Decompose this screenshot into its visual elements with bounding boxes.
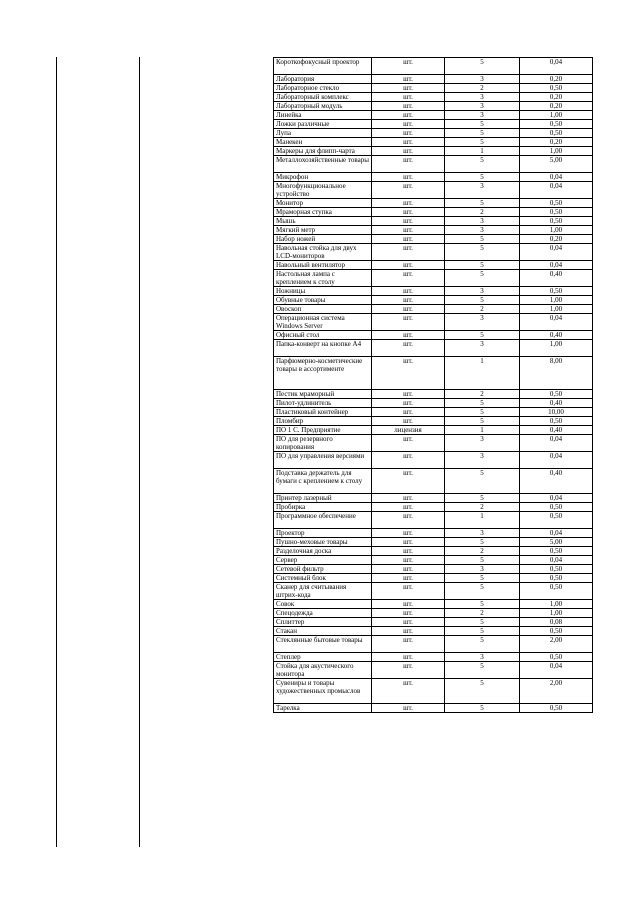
table-row — [274, 102, 593, 111]
table-row — [274, 609, 593, 618]
unit-cell: шт. — [372, 636, 445, 653]
value-cell: 0,40 — [520, 399, 593, 408]
items-table — [273, 57, 593, 713]
item-name-cell: Набор ножей — [274, 235, 372, 244]
table-row — [274, 357, 593, 390]
unit-cell: шт. — [372, 208, 445, 217]
item-name-cell: Пилот-удлинитель — [274, 399, 372, 408]
quantity-cell: 1 — [445, 426, 520, 435]
value-cell: 0,50 — [520, 653, 593, 662]
unit-cell: шт. — [372, 417, 445, 426]
table-row — [274, 261, 593, 270]
value-cell: 0,50 — [520, 583, 593, 600]
item-name-cell: ПО 1 С. Предприятие — [274, 426, 372, 435]
item-name-cell: Пушно-меховые товары — [274, 538, 372, 547]
table-row — [274, 529, 593, 538]
item-name-cell: Короткофокусный проектор — [274, 58, 372, 75]
quantity-cell: 5 — [445, 129, 520, 138]
item-name-cell: Мраморная ступка — [274, 208, 372, 217]
item-name-cell: Сплиттер — [274, 618, 372, 627]
quantity-cell: 5 — [445, 704, 520, 713]
item-name-cell: Ножницы — [274, 287, 372, 296]
quantity-cell: 3 — [445, 452, 520, 469]
value-cell: 0,40 — [520, 426, 593, 435]
unit-cell: шт. — [372, 235, 445, 244]
unit-cell: шт. — [372, 138, 445, 147]
table-row — [274, 58, 593, 75]
quantity-cell: 5 — [445, 331, 520, 340]
table-row — [274, 390, 593, 399]
quantity-cell: 5 — [445, 261, 520, 270]
item-name-cell: Степлер — [274, 653, 372, 662]
table-row — [274, 565, 593, 574]
table-row — [274, 120, 593, 129]
table-row — [274, 296, 593, 305]
item-name-cell: ПО для управления версиями — [274, 452, 372, 469]
quantity-cell: 5 — [445, 270, 520, 287]
unit-cell: шт. — [372, 305, 445, 314]
item-name-cell: Подставка держатель для бумаги с креплением к столу — [274, 469, 372, 494]
table-row — [274, 305, 593, 314]
quantity-cell: 3 — [445, 182, 520, 199]
quantity-cell: 5 — [445, 469, 520, 494]
value-cell: 0,50 — [520, 627, 593, 636]
item-name-cell: Принтер лазерный — [274, 494, 372, 503]
table-row — [274, 287, 593, 296]
table-row — [274, 173, 593, 182]
value-cell: 0,20 — [520, 235, 593, 244]
table-row — [274, 217, 593, 226]
empty-column-border-1 — [56, 57, 57, 847]
value-cell: 10,00 — [520, 408, 593, 417]
quantity-cell: 3 — [445, 287, 520, 296]
unit-cell: шт. — [372, 469, 445, 494]
value-cell: 0,40 — [520, 270, 593, 287]
table-row — [274, 138, 593, 147]
item-name-cell: Разделочная доска — [274, 547, 372, 556]
value-cell: 0,50 — [520, 574, 593, 583]
unit-cell: шт. — [372, 111, 445, 120]
value-cell: 0,40 — [520, 331, 593, 340]
table-row — [274, 503, 593, 512]
value-cell: 0,50 — [520, 287, 593, 296]
table-row — [274, 469, 593, 494]
unit-cell: шт. — [372, 296, 445, 305]
table-row — [274, 574, 593, 583]
value-cell: 0,04 — [520, 182, 593, 199]
quantity-cell: 3 — [445, 653, 520, 662]
value-cell: 1,00 — [520, 340, 593, 357]
value-cell: 0,04 — [520, 173, 593, 182]
quantity-cell: 5 — [445, 574, 520, 583]
table-row — [274, 399, 593, 408]
quantity-cell: 5 — [445, 235, 520, 244]
quantity-cell: 5 — [445, 583, 520, 600]
item-name-cell: Обувные товары — [274, 296, 372, 305]
table-row — [274, 679, 593, 704]
quantity-cell: 5 — [445, 627, 520, 636]
item-name-cell: Сувениры и товары художественных промыслов — [274, 679, 372, 704]
table-row — [274, 244, 593, 261]
unit-cell: шт. — [372, 199, 445, 208]
table-row — [274, 653, 593, 662]
table-row — [274, 408, 593, 417]
item-name-cell: Лабораторный модуль — [274, 102, 372, 111]
item-name-cell: Парфюмерно-косметические товары в ассортименте — [274, 357, 372, 390]
quantity-cell: 5 — [445, 156, 520, 173]
table-row — [274, 314, 593, 331]
quantity-cell: 5 — [445, 138, 520, 147]
quantity-cell: 3 — [445, 226, 520, 235]
item-name-cell: Овоскоп — [274, 305, 372, 314]
quantity-cell: 1 — [445, 147, 520, 156]
table-row — [274, 627, 593, 636]
table-row — [274, 452, 593, 469]
item-name-cell: Сетевой фильтр — [274, 565, 372, 574]
quantity-cell: 2 — [445, 609, 520, 618]
item-name-cell: Лабораторный комплекс — [274, 93, 372, 102]
item-name-cell: Пластиковый контейнер — [274, 408, 372, 417]
table-row — [274, 636, 593, 653]
unit-cell: шт. — [372, 494, 445, 503]
value-cell: 0,04 — [520, 261, 593, 270]
unit-cell: лицензия — [372, 426, 445, 435]
quantity-cell: 5 — [445, 120, 520, 129]
value-cell: 0,04 — [520, 58, 593, 75]
unit-cell: шт. — [372, 512, 445, 529]
table-row — [274, 156, 593, 173]
value-cell: 0,50 — [520, 84, 593, 93]
table-row — [274, 84, 593, 93]
table-row — [274, 426, 593, 435]
value-cell: 0,50 — [520, 547, 593, 556]
item-name-cell: Манекен — [274, 138, 372, 147]
item-name-cell: Системный блок — [274, 574, 372, 583]
item-name-cell: Сканер для считывания штрих-кода — [274, 583, 372, 600]
unit-cell: шт. — [372, 399, 445, 408]
value-cell: 0,50 — [520, 129, 593, 138]
table-row — [274, 75, 593, 84]
table-row — [274, 417, 593, 426]
item-name-cell: Офисный стол — [274, 331, 372, 340]
quantity-cell: 5 — [445, 494, 520, 503]
quantity-cell: 3 — [445, 340, 520, 357]
value-cell: 1,00 — [520, 111, 593, 120]
item-name-cell: Лаборатория — [274, 75, 372, 84]
unit-cell: шт. — [372, 609, 445, 618]
table-row — [274, 538, 593, 547]
item-name-cell: Ложки различные — [274, 120, 372, 129]
quantity-cell: 2 — [445, 390, 520, 399]
quantity-cell: 3 — [445, 75, 520, 84]
unit-cell: шт. — [372, 547, 445, 556]
empty-column-border-2 — [139, 57, 140, 847]
unit-cell: шт. — [372, 574, 445, 583]
unit-cell: шт. — [372, 538, 445, 547]
value-cell: 0,20 — [520, 75, 593, 84]
unit-cell: шт. — [372, 435, 445, 452]
item-name-cell: Многофункциональное устройство — [274, 182, 372, 199]
value-cell: 0,20 — [520, 138, 593, 147]
unit-cell: шт. — [372, 390, 445, 399]
table-row — [274, 93, 593, 102]
value-cell: 0,50 — [520, 390, 593, 399]
table-row — [274, 331, 593, 340]
value-cell: 1,00 — [520, 147, 593, 156]
item-name-cell: Мышь — [274, 217, 372, 226]
quantity-cell: 5 — [445, 58, 520, 75]
table-row — [274, 147, 593, 156]
item-name-cell: Маркеры для флипп-чарта — [274, 147, 372, 156]
quantity-cell: 3 — [445, 435, 520, 452]
quantity-cell: 3 — [445, 314, 520, 331]
unit-cell: шт. — [372, 600, 445, 609]
value-cell: 0,04 — [520, 452, 593, 469]
value-cell: 0,50 — [520, 199, 593, 208]
item-name-cell: Сервер — [274, 556, 372, 565]
item-name-cell: Папка-конверт на кнопке А4 — [274, 340, 372, 357]
table-row — [274, 129, 593, 138]
quantity-cell: 3 — [445, 102, 520, 111]
quantity-cell: 5 — [445, 636, 520, 653]
item-name-cell: Лупа — [274, 129, 372, 138]
value-cell: 0,04 — [520, 494, 593, 503]
unit-cell: шт. — [372, 653, 445, 662]
unit-cell: шт. — [372, 244, 445, 261]
quantity-cell: 2 — [445, 503, 520, 512]
unit-cell: шт. — [372, 129, 445, 138]
table-row — [274, 199, 593, 208]
quantity-cell: 3 — [445, 93, 520, 102]
unit-cell: шт. — [372, 102, 445, 111]
value-cell: 2,00 — [520, 636, 593, 653]
value-cell: 0,04 — [520, 662, 593, 679]
value-cell: 0,40 — [520, 469, 593, 494]
item-name-cell: Пестик мраморный — [274, 390, 372, 399]
value-cell: 0,50 — [520, 704, 593, 713]
unit-cell: шт. — [372, 314, 445, 331]
unit-cell: шт. — [372, 529, 445, 538]
value-cell: 1,00 — [520, 296, 593, 305]
item-name-cell: Стеклянные бытовые товары — [274, 636, 372, 653]
quantity-cell: 2 — [445, 547, 520, 556]
unit-cell: шт. — [372, 147, 445, 156]
unit-cell: шт. — [372, 58, 445, 75]
unit-cell: шт. — [372, 261, 445, 270]
table-row — [274, 270, 593, 287]
quantity-cell: 5 — [445, 538, 520, 547]
unit-cell: шт. — [372, 217, 445, 226]
item-name-cell: Лабораторное стекло — [274, 84, 372, 93]
item-name-cell: Пломбир — [274, 417, 372, 426]
value-cell: 1,00 — [520, 226, 593, 235]
quantity-cell: 5 — [445, 296, 520, 305]
unit-cell: шт. — [372, 357, 445, 390]
quantity-cell: 5 — [445, 556, 520, 565]
value-cell: 0,04 — [520, 556, 593, 565]
value-cell: 2,00 — [520, 679, 593, 704]
unit-cell: шт. — [372, 627, 445, 636]
unit-cell: шт. — [372, 182, 445, 199]
value-cell: 0,50 — [520, 217, 593, 226]
table-row — [274, 704, 593, 713]
item-name-cell: Программное обеспечение — [274, 512, 372, 529]
item-name-cell: Стакан — [274, 627, 372, 636]
item-name-cell: Стойка для акустического монитора — [274, 662, 372, 679]
table-row — [274, 340, 593, 357]
unit-cell: шт. — [372, 120, 445, 129]
unit-cell: шт. — [372, 704, 445, 713]
unit-cell: шт. — [372, 331, 445, 340]
items-table-body — [274, 58, 593, 713]
quantity-cell: 2 — [445, 305, 520, 314]
quantity-cell: 5 — [445, 600, 520, 609]
item-name-cell: Тарелка — [274, 704, 372, 713]
unit-cell: шт. — [372, 93, 445, 102]
item-name-cell: Мягкий метр — [274, 226, 372, 235]
quantity-cell: 3 — [445, 111, 520, 120]
unit-cell: шт. — [372, 340, 445, 357]
quantity-cell: 5 — [445, 408, 520, 417]
unit-cell: шт. — [372, 408, 445, 417]
value-cell: 0,50 — [520, 120, 593, 129]
quantity-cell: 5 — [445, 618, 520, 627]
quantity-cell: 1 — [445, 512, 520, 529]
unit-cell: шт. — [372, 565, 445, 574]
table-row — [274, 583, 593, 600]
item-name-cell: Навольная стойка для двух LCD-мониторов — [274, 244, 372, 261]
table-row — [274, 600, 593, 609]
value-cell: 0,50 — [520, 208, 593, 217]
table-row — [274, 494, 593, 503]
quantity-cell: 2 — [445, 208, 520, 217]
unit-cell: шт. — [372, 452, 445, 469]
table-row — [274, 618, 593, 627]
item-name-cell: ПО для резервного копирования — [274, 435, 372, 452]
table-row — [274, 111, 593, 120]
unit-cell: шт. — [372, 75, 445, 84]
value-cell: 0,50 — [520, 503, 593, 512]
value-cell: 0,04 — [520, 435, 593, 452]
unit-cell: шт. — [372, 618, 445, 627]
quantity-cell: 5 — [445, 662, 520, 679]
unit-cell: шт. — [372, 556, 445, 565]
quantity-cell: 3 — [445, 565, 520, 574]
quantity-cell: 5 — [445, 679, 520, 704]
unit-cell: шт. — [372, 84, 445, 93]
quantity-cell: 5 — [445, 199, 520, 208]
value-cell: 0,04 — [520, 529, 593, 538]
item-name-cell: Пробирка — [274, 503, 372, 512]
table-row — [274, 662, 593, 679]
value-cell: 0,08 — [520, 618, 593, 627]
quantity-cell: 5 — [445, 173, 520, 182]
value-cell: 1,00 — [520, 305, 593, 314]
item-name-cell: Линейка — [274, 111, 372, 120]
unit-cell: шт. — [372, 503, 445, 512]
unit-cell: шт. — [372, 662, 445, 679]
table-row — [274, 226, 593, 235]
value-cell: 5,00 — [520, 538, 593, 547]
item-name-cell: Совок — [274, 600, 372, 609]
item-name-cell: Монитор — [274, 199, 372, 208]
item-name-cell: Навольный вентилятор — [274, 261, 372, 270]
unit-cell: шт. — [372, 173, 445, 182]
value-cell: 0,20 — [520, 102, 593, 111]
value-cell: 0,50 — [520, 512, 593, 529]
value-cell: 0,20 — [520, 93, 593, 102]
quantity-cell: 3 — [445, 217, 520, 226]
item-name-cell: Операционная система Windows Server — [274, 314, 372, 331]
item-name-cell: Спецодежда — [274, 609, 372, 618]
value-cell: 0,04 — [520, 314, 593, 331]
value-cell: 1,00 — [520, 600, 593, 609]
item-name-cell: Металлохозяйственные товары — [274, 156, 372, 173]
table-row — [274, 556, 593, 565]
value-cell: 1,00 — [520, 609, 593, 618]
value-cell: 0,50 — [520, 417, 593, 426]
unit-cell: шт. — [372, 583, 445, 600]
quantity-cell: 1 — [445, 357, 520, 390]
unit-cell: шт. — [372, 226, 445, 235]
value-cell: 0,50 — [520, 565, 593, 574]
quantity-cell: 3 — [445, 529, 520, 538]
quantity-cell: 5 — [445, 417, 520, 426]
unit-cell: шт. — [372, 679, 445, 704]
quantity-cell: 2 — [445, 84, 520, 93]
table-row — [274, 435, 593, 452]
item-name-cell: Микрофон — [274, 173, 372, 182]
unit-cell: шт. — [372, 156, 445, 173]
table-row — [274, 235, 593, 244]
unit-cell: шт. — [372, 287, 445, 296]
quantity-cell: 5 — [445, 399, 520, 408]
unit-cell: шт. — [372, 270, 445, 287]
table-row — [274, 547, 593, 556]
table-row — [274, 208, 593, 217]
value-cell: 0,04 — [520, 244, 593, 261]
table-row — [274, 182, 593, 199]
quantity-cell: 5 — [445, 244, 520, 261]
value-cell: 5,00 — [520, 156, 593, 173]
value-cell: 8,00 — [520, 357, 593, 390]
item-name-cell: Настольная лампа с креплением к столу — [274, 270, 372, 287]
item-name-cell: Проектор — [274, 529, 372, 538]
table-row — [274, 512, 593, 529]
